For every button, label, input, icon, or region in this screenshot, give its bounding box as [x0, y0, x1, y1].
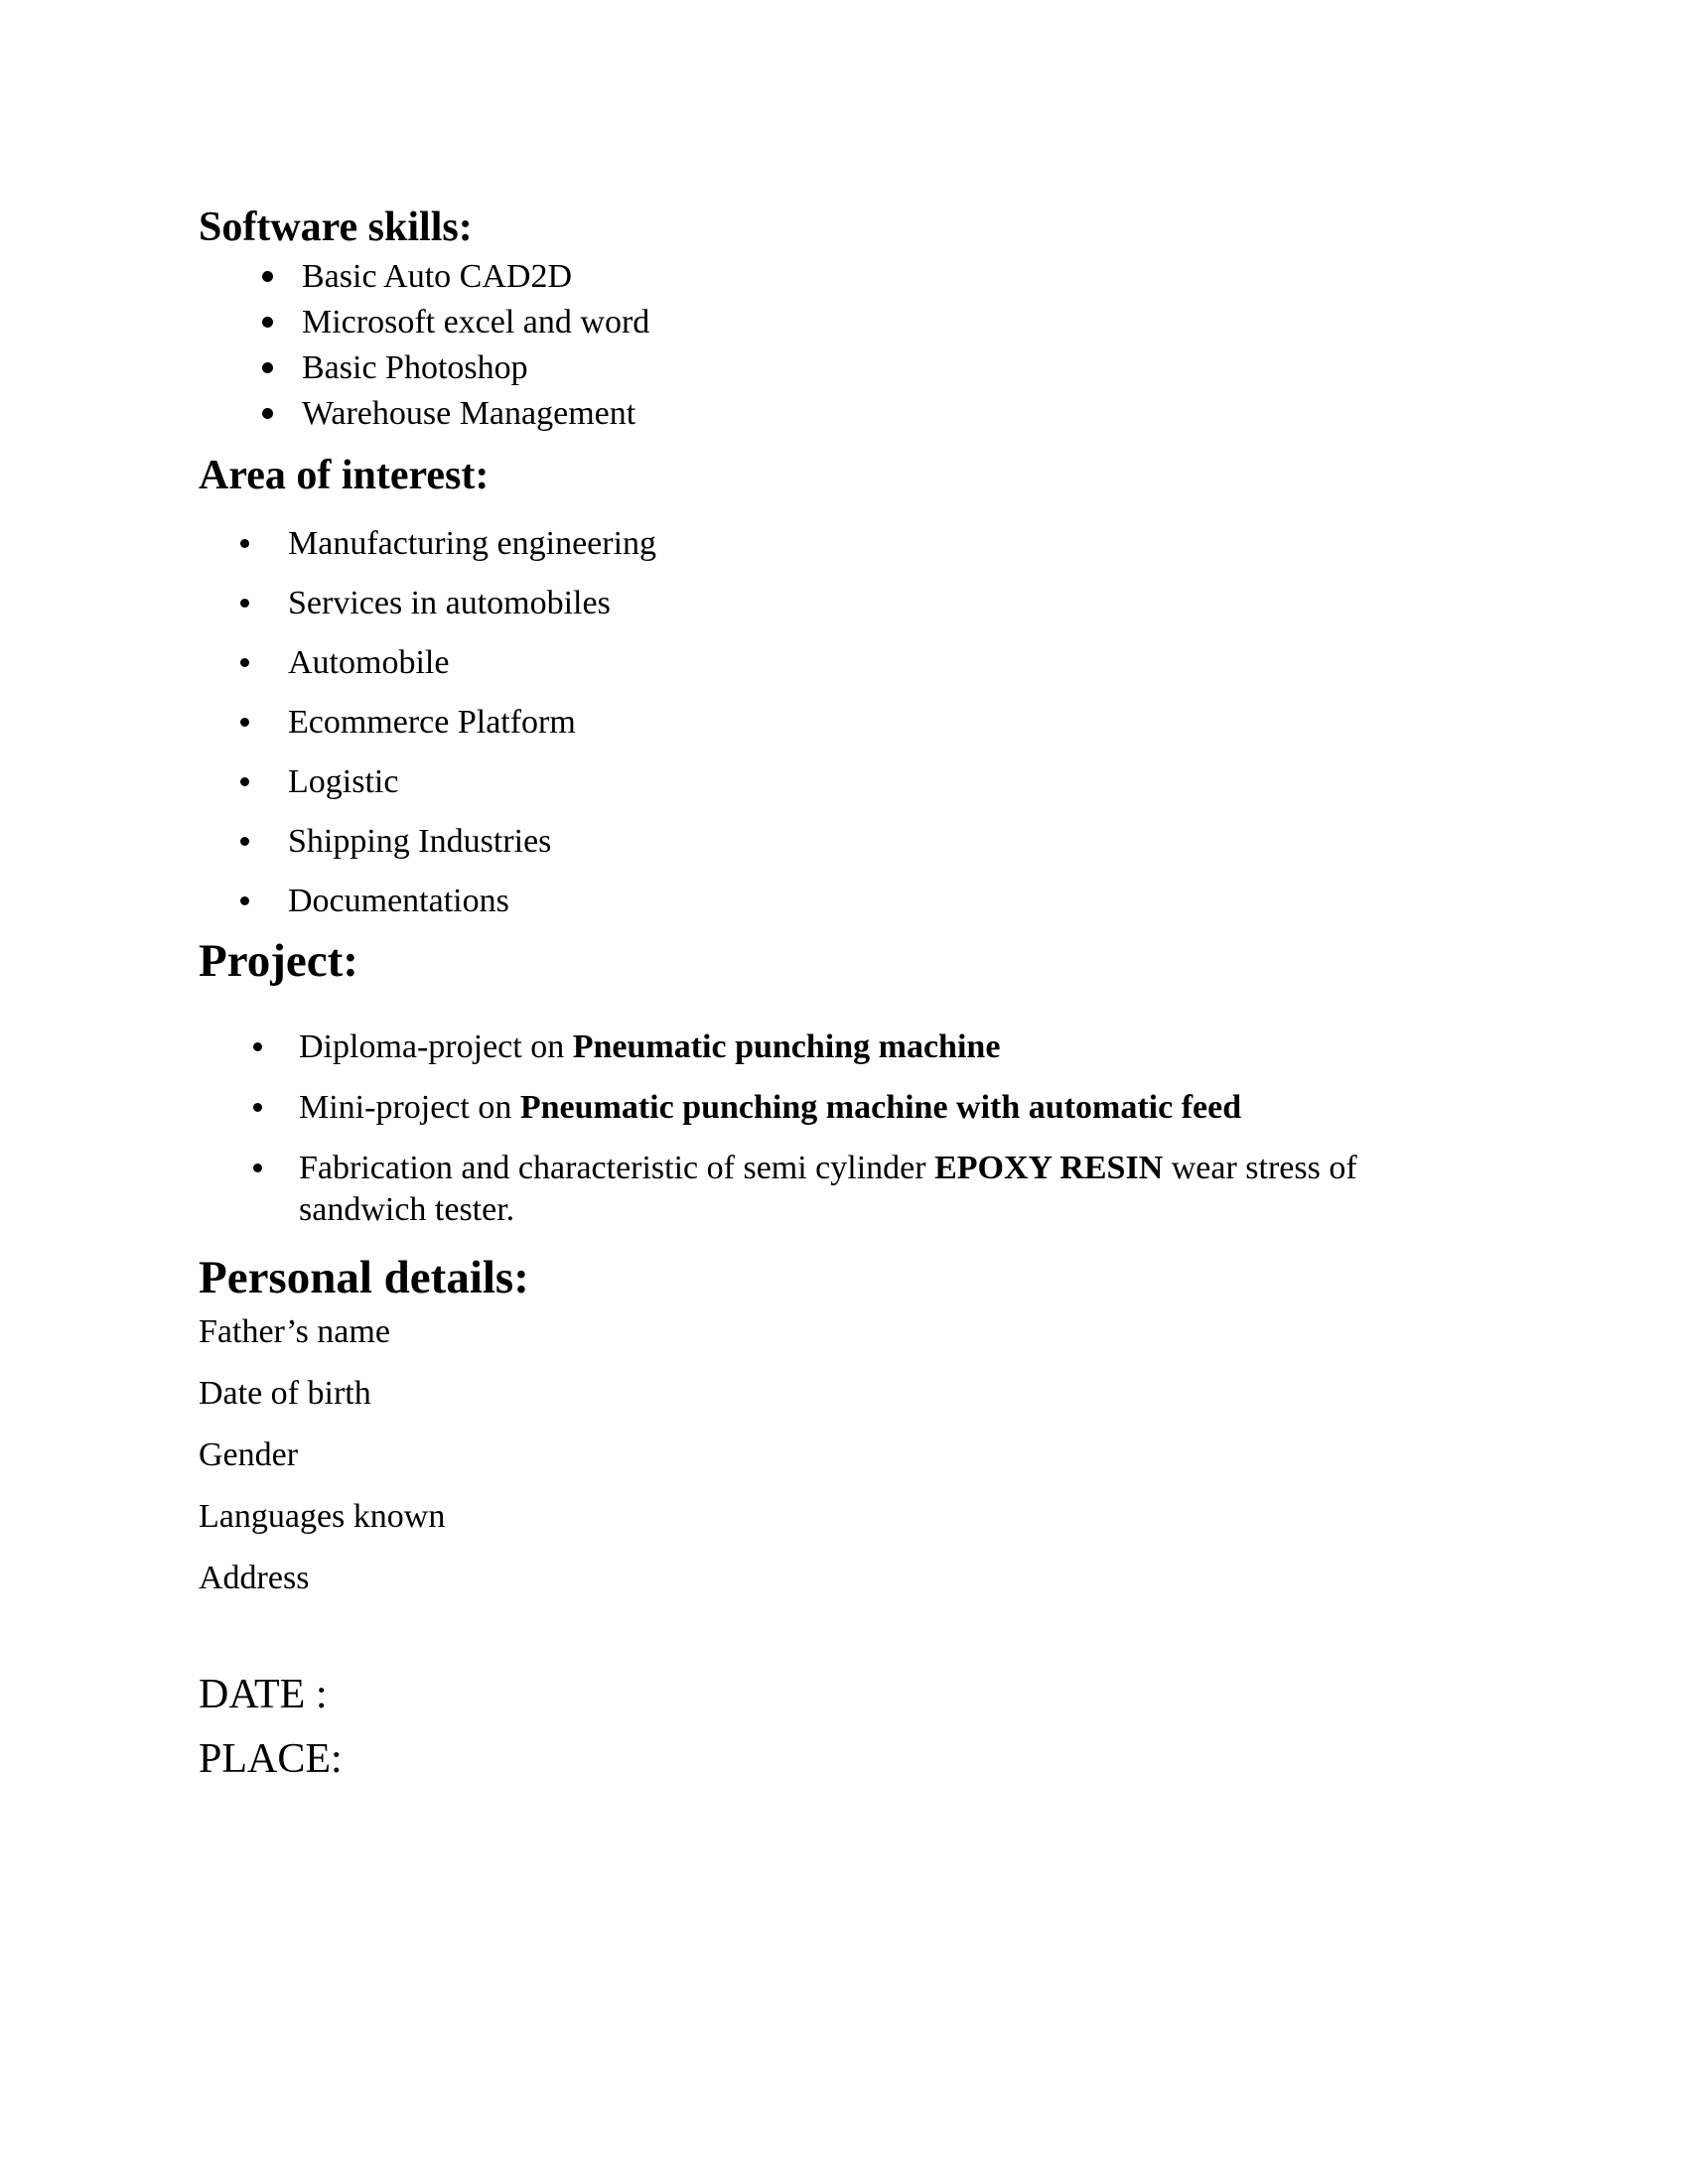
place-label: PLACE: — [199, 1736, 343, 1782]
software-skill-item: Basic Photoshop — [199, 345, 1489, 391]
interest-item: Ecommerce Platform — [199, 693, 1489, 752]
interest-item: Shipping Industries — [199, 812, 1489, 872]
software-skill-item: Microsoft excel and word — [199, 300, 1489, 345]
project-item — [199, 1087, 1489, 1129]
project-item-text: Diploma-project on — [299, 1028, 573, 1065]
personal-detail-field-gender: Gender — [199, 1436, 299, 1473]
interest-item: Manufacturing engineering — [199, 514, 1489, 574]
date-label: DATE : — [199, 1672, 328, 1717]
project-item-text: Mini-project on — [299, 1089, 520, 1126]
personal-detail-field-address: Address — [199, 1560, 310, 1596]
project-item-bold-text: EPOXY RESIN — [934, 1150, 1164, 1186]
project-item-bold-text: Pneumatic punching machine with automatic feed — [519, 1089, 1242, 1126]
interest-item: Services in automobiles — [199, 574, 1489, 633]
section-heading-area-of-interest: Area of interest: — [199, 453, 490, 498]
area-of-interest-list — [199, 514, 1489, 931]
project-list — [199, 1026, 1489, 1231]
interest-item: Logistic — [199, 752, 1489, 812]
personal-details-fields — [199, 1311, 1489, 1599]
project-item — [199, 1026, 1489, 1068]
personal-detail-field-date-of-birth: Date of birth — [199, 1375, 371, 1412]
project-item-bold-text: Pneumatic punching machine — [572, 1028, 1001, 1065]
project-item — [199, 1148, 1489, 1231]
project-item-text: wear stress of sandwich tester. — [299, 1150, 1357, 1228]
project-item-text: Fabrication and characteristic of semi cylinder — [299, 1150, 935, 1186]
software-skill-item: Warehouse Management — [199, 391, 1489, 437]
section-heading-project: Project: — [199, 935, 358, 987]
interest-item: Automobile — [199, 633, 1489, 693]
personal-detail-field-languages-known: Languages known — [199, 1498, 446, 1535]
interest-item: Documentations — [199, 872, 1489, 931]
section-heading-personal-details: Personal details: — [199, 1252, 529, 1303]
section-heading-software-skills: Software skills: — [199, 205, 473, 250]
personal-detail-field-fathers-name: Father’s name — [199, 1313, 390, 1350]
software-skills-list — [199, 254, 1489, 437]
software-skill-item: Basic Auto CAD2D — [199, 254, 1489, 300]
